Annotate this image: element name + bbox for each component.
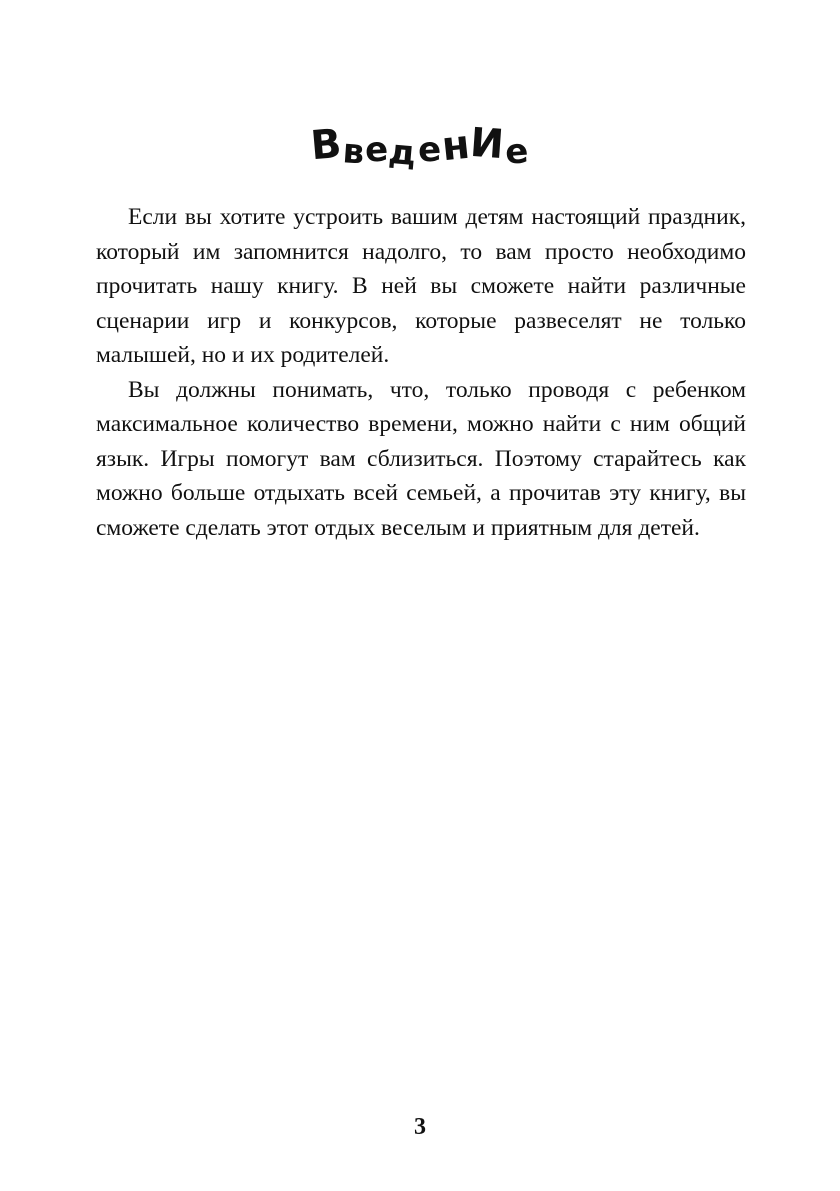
chapter-title-letter: в xyxy=(341,131,367,173)
chapter-title-letter: д xyxy=(387,131,419,174)
chapter-title-letter: В xyxy=(308,120,345,170)
body-text xyxy=(96,200,746,545)
paragraph-1: Если вы хотите устроить вашим детям настоящий праздник, который им запомнится надолго, то вам просто необходимо прочитать нашу книгу. В ней вы сможете найти различные сценарии игр и конкурсов, которые развеселят не только малышей, но и их родителей. xyxy=(96,204,746,368)
chapter-title-letter: е xyxy=(503,130,531,173)
chapter-title-letter: н xyxy=(439,121,473,171)
paragraph-2: Вы должны понимать, что, только проводя с ребенком максимальное количество времени, можно найти с ним общий язык. Игры помогут вам сблизиться. Поэтому старайтесь как можно больше отдыхать всей семьей, а прочитав эту книгу, вы сможете сделать этот отдых веселым и приятным для детей. xyxy=(96,376,746,541)
chapter-title xyxy=(0,119,840,177)
chapter-title-letter: е xyxy=(416,129,443,171)
chapter-title-letter: е xyxy=(364,129,391,171)
chapter-title-letter: И xyxy=(468,119,507,168)
page-number: 3 xyxy=(414,1114,426,1140)
